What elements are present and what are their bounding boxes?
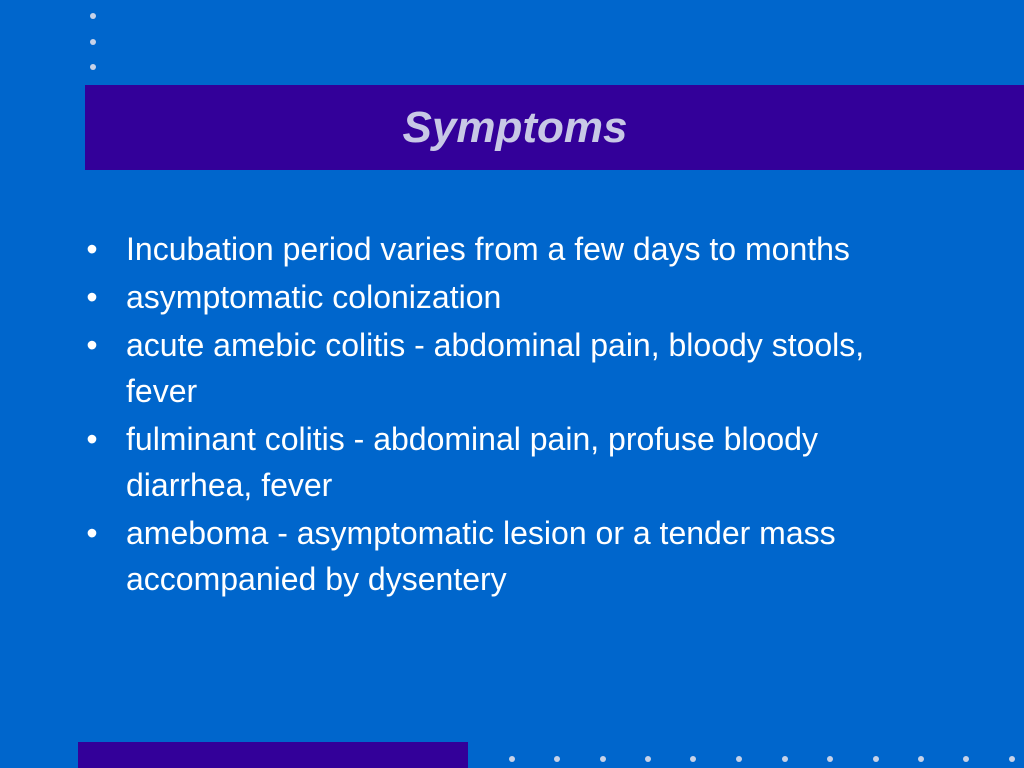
bullet-item <box>82 416 942 508</box>
bullet-item <box>82 226 942 272</box>
decor-dot <box>90 13 96 19</box>
decor-dot <box>827 756 833 762</box>
bullet-item <box>82 274 942 320</box>
decor-dot <box>782 756 788 762</box>
decor-dot <box>645 756 651 762</box>
bullet-item <box>82 322 942 414</box>
bullet-text: ameboma - asymptomatic lesion or a tender mass accompanied by dysentery <box>126 515 836 597</box>
footer-band <box>78 742 468 768</box>
decor-dot <box>873 756 879 762</box>
bullet-marker: • <box>86 421 98 457</box>
decor-dot <box>554 756 560 762</box>
bullet-list <box>82 226 942 604</box>
bullet-text: Incubation period varies from a few days to months <box>126 231 850 267</box>
decor-dot <box>1009 756 1015 762</box>
decor-dot <box>90 39 96 45</box>
bullet-text: fulminant colitis - abdominal pain, profuse bloody diarrhea, fever <box>126 421 818 503</box>
bullet-item <box>82 510 942 602</box>
bullet-marker: • <box>86 279 98 315</box>
bullet-text: asymptomatic colonization <box>126 279 502 315</box>
decor-dot <box>600 756 606 762</box>
bullet-marker: • <box>86 327 98 363</box>
decor-dot <box>509 756 515 762</box>
bullet-text: acute amebic colitis - abdominal pain, bloody stools, fever <box>126 327 865 409</box>
decor-dot <box>690 756 696 762</box>
bullet-marker: • <box>86 515 98 551</box>
decor-dot <box>736 756 742 762</box>
decor-dot <box>918 756 924 762</box>
decor-dot <box>963 756 969 762</box>
slide-title: Symptoms <box>402 103 628 152</box>
decor-dot <box>90 64 96 70</box>
bullet-marker: • <box>86 231 98 267</box>
